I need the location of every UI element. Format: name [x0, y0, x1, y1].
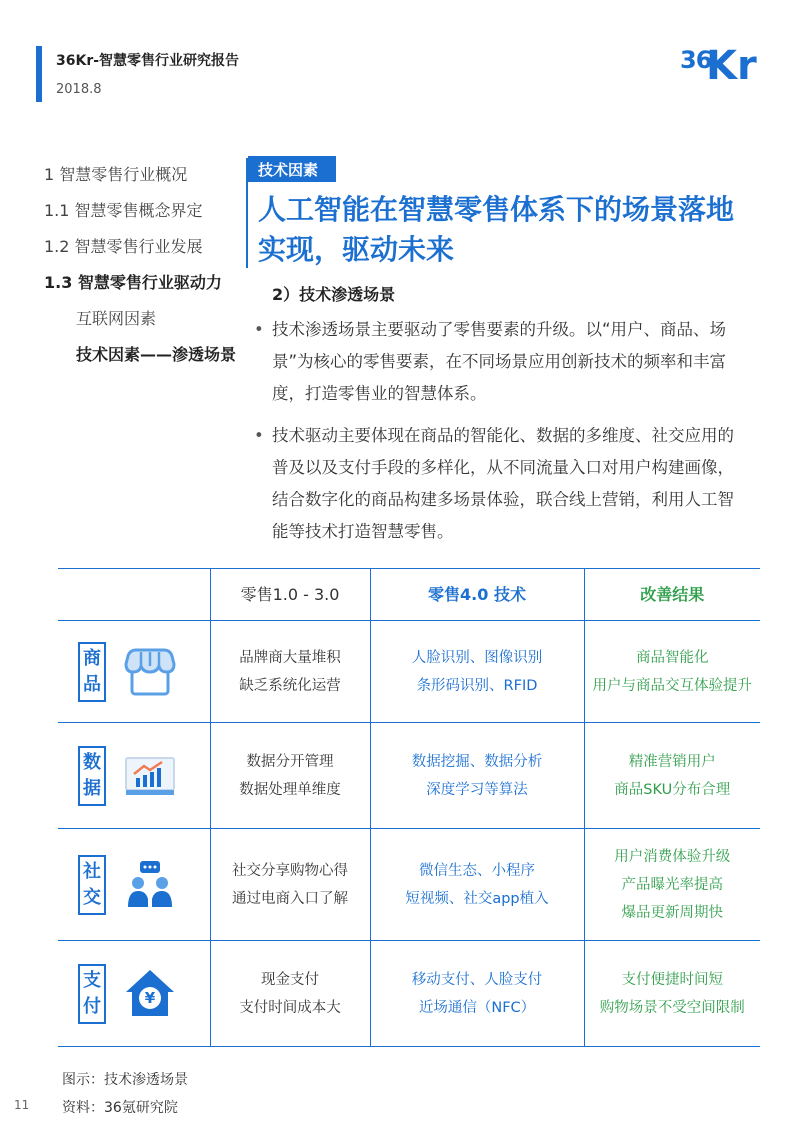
table-row — [58, 621, 760, 723]
cell-line: 用户与商品交互体验提升 — [592, 677, 752, 694]
row-label: 社交 — [78, 855, 106, 915]
sub-heading: 2）技术渗透场景 — [272, 285, 396, 304]
cell-line: 短视频、社交app植入 — [405, 890, 549, 907]
cell-line: 购物场景不受空间限制 — [599, 999, 745, 1016]
bullet-text: 技术驱动主要体现在商品的智能化、数据的多维度、社交应用的普及以及支付手段的多样化，从不同流量入口对用户构建画像，结合数字化的商品构建多场景体验，联合线上营销，利用人工智能等技术打造智慧零售。 — [272, 426, 734, 541]
bullet-text: 技术渗透场景主要驱动了零售要素的升级。以“用户、商品、场景”为核心的零售要素，在不同场景应用创新技术的频率和丰富度，打造零售业的智慧体系。 — [272, 320, 727, 403]
row-label: 数据 — [78, 746, 106, 806]
cell-line: 产品曝光率提高 — [621, 876, 723, 893]
toc-subitem[interactable]: 互联网因素 — [76, 309, 157, 328]
tech-scenario-table — [58, 568, 760, 1047]
cell-line: 支付便捷时间短 — [621, 971, 723, 988]
logo-text-36: 36 — [680, 46, 712, 74]
bullet-item — [254, 420, 734, 548]
retail-tech-cell — [370, 941, 584, 1047]
cell-line: 支付时间成本大 — [239, 999, 341, 1016]
result-cell — [584, 941, 760, 1047]
cell-line: 数据分开管理 — [246, 753, 334, 770]
retail-tech-cell — [370, 621, 584, 723]
cell-line: 移动支付、人脸支付 — [411, 971, 543, 988]
people-chat-icon — [122, 859, 178, 911]
retail-old-cell — [210, 621, 370, 723]
logo-text-kr: Kr — [706, 43, 757, 89]
storefront-icon — [122, 646, 178, 698]
cell-line: 数据处理单维度 — [239, 781, 341, 798]
header-cell-retail-old: 零售1.0 - 3.0 — [210, 569, 370, 621]
toc-item[interactable]: 1.1 智慧零售概念界定 — [44, 201, 203, 220]
bullet-dot: • — [254, 320, 264, 339]
cell-line: 品牌商大量堆积 — [239, 649, 341, 666]
retail-tech-cell — [370, 829, 584, 941]
yuan-house-icon — [122, 968, 178, 1020]
report-title: 36Kr-智慧零售行业研究报告 — [56, 53, 240, 69]
cell-line: 数据挖掘、数据分析 — [411, 753, 543, 770]
cell-line: 商品SKU分布合理 — [614, 781, 731, 798]
cell-line: 近场通信（NFC） — [418, 999, 536, 1016]
retail-old-cell — [210, 941, 370, 1047]
cell-line: 深度学习等算法 — [426, 781, 528, 798]
retail-old-cell — [210, 723, 370, 829]
source-label: 资料：36氪研究院 — [62, 1100, 178, 1116]
cell-line: 商品智能化 — [636, 649, 709, 666]
toc-item-current[interactable]: 1.3 智慧零售行业驱动力 — [44, 273, 222, 292]
page-number: 11 — [14, 1098, 30, 1112]
result-cell — [584, 723, 760, 829]
cell-line: 用户消费体验升级 — [614, 848, 731, 865]
table-row — [58, 829, 760, 941]
toc-item[interactable]: 1.2 智慧零售行业发展 — [44, 237, 203, 256]
cell-line: 现金支付 — [261, 971, 319, 988]
retail-old-cell — [210, 829, 370, 941]
header-cell-empty — [58, 569, 210, 621]
row-label: 商品 — [78, 642, 106, 702]
svg-text:¥: ¥ — [144, 988, 156, 1007]
toc-item[interactable]: 1 智慧零售行业概况 — [44, 165, 188, 184]
figure-label: 图示：技术渗透场景 — [62, 1072, 188, 1088]
result-cell — [584, 621, 760, 723]
cell-line: 微信生态、小程序 — [419, 862, 535, 879]
row-label-cell — [58, 723, 210, 829]
header-accent-bar — [36, 46, 42, 102]
brand-logo — [680, 44, 764, 92]
toc-subitem-current[interactable]: 技术因素——渗透场景 — [76, 345, 237, 364]
table-header-row — [58, 569, 760, 621]
row-label: 支付 — [78, 964, 106, 1024]
row-label-cell — [58, 829, 210, 941]
table-row — [58, 723, 760, 829]
page-headline: 人工智能在智慧零售体系下的场景落地实现，驱动未来 — [258, 193, 735, 266]
row-label-cell — [58, 941, 210, 1047]
retail-tech-cell — [370, 723, 584, 829]
bullet-dot: • — [254, 426, 264, 445]
cell-line: 社交分享购物心得 — [232, 862, 348, 879]
bullet-list — [254, 314, 734, 558]
figure-caption — [62, 1066, 188, 1122]
header-cell-retail-tech: 零售4.0 技术 — [370, 569, 584, 621]
cell-line: 通过电商入口了解 — [232, 890, 348, 907]
cell-line: 精准营销用户 — [628, 753, 716, 770]
cell-line: 条形码识别、RFID — [416, 677, 538, 694]
table-row — [58, 941, 760, 1047]
cell-line: 爆品更新周期快 — [621, 904, 723, 921]
cell-line: 人脸识别、图像识别 — [411, 649, 543, 666]
header-cell-result: 改善结果 — [584, 569, 760, 621]
chart-board-icon — [122, 750, 178, 802]
cell-line: 缺乏系统化运营 — [239, 677, 341, 694]
row-label-cell — [58, 621, 210, 723]
report-date: 2018.8 — [56, 82, 102, 97]
bullet-item — [254, 314, 734, 410]
result-cell — [584, 829, 760, 941]
section-tag: 技术因素 — [248, 156, 336, 182]
